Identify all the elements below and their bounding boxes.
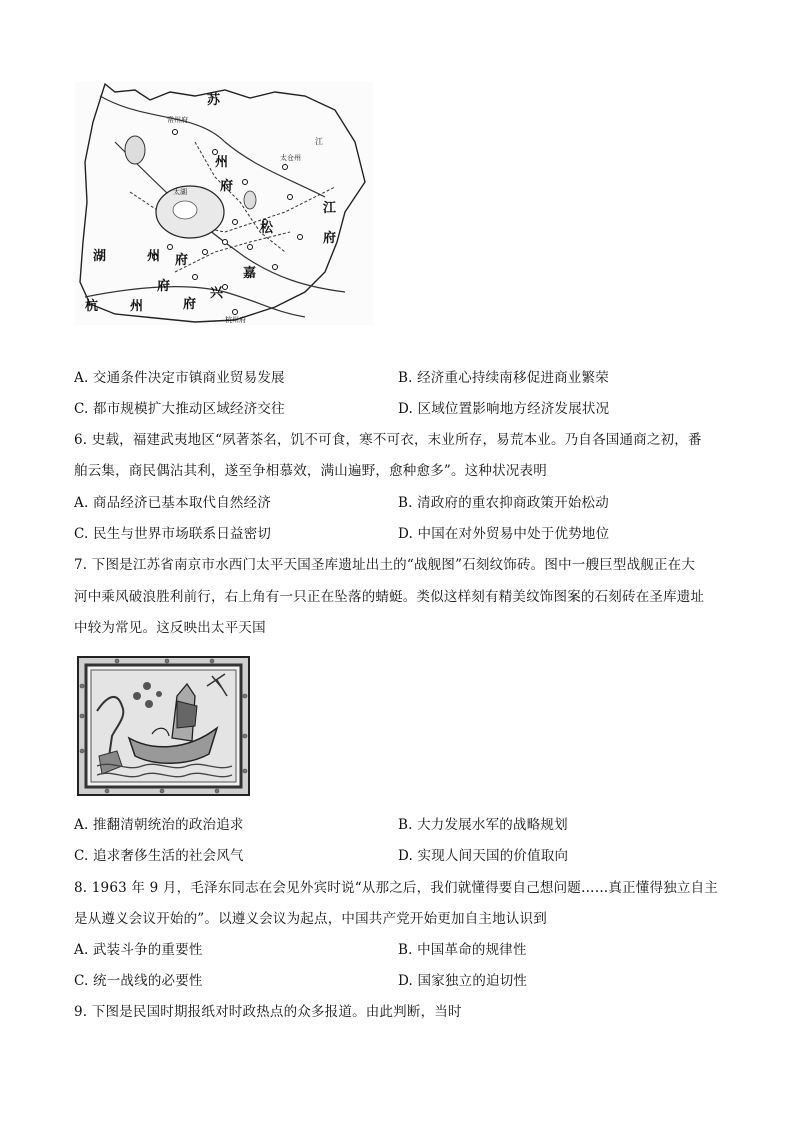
map-label: 杭 [85,299,99,314]
q5-option-b[interactable]: B. 经济重心持续南移促进商业繁荣 [398,370,609,386]
q8-option-a[interactable]: A. 武装斗争的重要性 [74,942,203,958]
q8-option-b[interactable]: B. 中国革命的规律性 [398,942,527,958]
q6-stem-line-2: 舶云集，商民偶沾其利，遂至争相慕效，满山遍野，愈种愈多”。这种状况表明 [74,463,547,479]
q8-stem-line-1: 8. 1963 年 9 月，毛泽东同志在会见外宾时说“从那之后，我们就懂得要自己想问题……真正懂得独立自主 [74,880,718,896]
map-label: 嘉 [243,266,257,281]
q7-stem-line-1: 7. 下图是江苏省南京市水西门太平天国圣库遗址出土的“战舰图”石刻纹饰砖。图中一艘巨型战舰正在大 [74,557,696,573]
map-label: 松 [260,221,274,236]
q8-stem-line-2: 是从遵义会议开始的”。以遵义会议为起点，中国共产党开始更加自主地认识到 [74,911,547,927]
jiangnan-towns-map [75,82,373,325]
q7-option-c[interactable]: C. 追求奢侈生活的社会风气 [74,848,244,864]
q6-option-b[interactable]: B. 清政府的重农抑商政策开始松动 [398,495,609,511]
map-label: 府 [175,253,189,268]
map-label: 州 [147,249,161,264]
map-label: 江 [315,137,323,146]
q5-option-c[interactable]: C. 都市规模扩大推动区域经济交往 [74,401,285,417]
q7-option-d[interactable]: D. 实现人间天国的价值取向 [398,848,569,864]
map-label: 杭州府 [225,316,246,324]
map-label: 州 [215,155,229,170]
map-label: 湖 [93,249,107,264]
map-label: 州 [130,299,144,314]
map-label: 府 [220,179,234,194]
map-label: 兴 [210,286,224,301]
q6-stem-line-1: 6. 史载，福建武夷地区“夙著茶名，饥不可食，寒不可衣，末业所存，易荒本业。乃自各国通商之初，番 [74,432,702,448]
q9-stem-line-1: 9. 下图是民国时期报纸对时政热点的众多报道。由此判断，当时 [74,1004,462,1020]
q7-option-a[interactable]: A. 推翻清朝统治的政治追求 [74,817,244,833]
q5-option-a[interactable]: A. 交通条件决定市镇商业贸易发展 [74,370,285,386]
map-label: 苏 [207,93,221,108]
q7-stem-line-3: 中较为常见。这反映出太平天国 [74,620,266,636]
q6-option-c[interactable]: C. 民生与世界市场联系日益密切 [74,526,272,542]
map-label: 太湖 [173,188,187,196]
map-label: 府 [157,279,171,294]
q8-option-c[interactable]: C. 统一战线的必要性 [74,973,203,989]
q7-option-b[interactable]: B. 大力发展水军的战略规划 [398,817,568,833]
warship-carved-brick-image [77,656,250,796]
map-label: 府 [183,297,197,312]
map-label: 常州府 [167,116,188,124]
q6-option-d[interactable]: D. 中国在对外贸易中处于优势地位 [398,526,610,542]
q6-option-a[interactable]: A. 商品经济已基本取代自然经济 [74,495,272,511]
map-label: 江 [323,201,337,216]
q7-stem-line-2: 河中乘风破浪胜利前行，右上角有一只正在坠落的蜻蜓。类似这样刻有精美纹饰图案的石刻砖在圣库遗址 [74,589,705,605]
map-label: 府 [323,231,337,246]
map-label: 太仓州 [280,154,301,162]
q8-option-d[interactable]: D. 国家独立的迫切性 [398,973,528,989]
q5-option-d[interactable]: D. 区域位置影响地方经济发展状况 [398,401,610,417]
